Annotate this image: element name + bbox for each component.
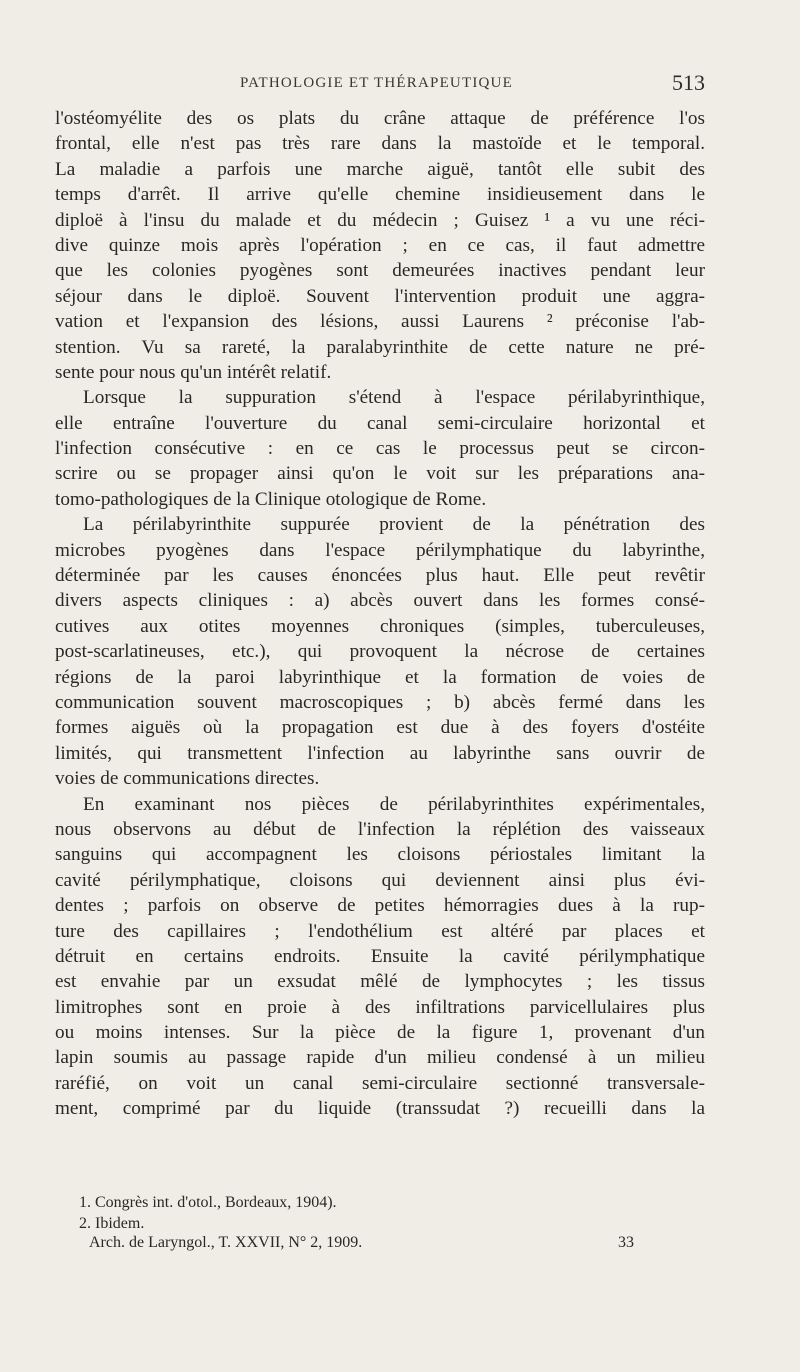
text-line: détruit en certains endroits. Ensuite la cavité périlymphatique [55, 945, 705, 967]
text-line: cutives aux otites moyennes chroniques (simples, tuberculeuses, [55, 615, 705, 637]
text-line: voies de communications directes. [55, 768, 320, 790]
footnote: 2. Ibidem. [79, 1215, 145, 1232]
text-line: post-scarlatineuses, etc.), qui provoquent la nécrose de certaines [55, 641, 705, 663]
text-line: dentes ; parfois on observe de petites hémorragies dues à la rup- [55, 895, 705, 917]
text-line: tomo-pathologiques de la Clinique otologique de Rome. [55, 488, 487, 510]
text-line: l'infection consécutive : en ce cas le processus peut se circon- [55, 438, 705, 460]
text-line: ment, comprimé par du liquide (transsudat ?) recueilli dans la [55, 1098, 705, 1120]
text-line: que les colonies pyogènes sont demeurées inactives pendant leur [55, 260, 705, 282]
body-text [55, 106, 705, 1122]
text-line: La maladie a parfois une marche aiguë, tantôt elle subit des [55, 158, 705, 180]
text-line: temps d'arrêt. Il arrive qu'elle chemine insidieusement dans le [55, 184, 705, 206]
text-line: est envahie par un exsudat mêlé de lymphocytes ; les tissus [55, 971, 705, 993]
text-line: raréfié, on voit un canal semi-circulaire sectionné transversale- [55, 1072, 705, 1094]
text-line: cavité périlymphatique, cloisons qui deviennent ainsi plus évi- [55, 869, 705, 891]
text-line: divers aspects cliniques : a) abcès ouvert dans les formes consé- [55, 590, 705, 612]
text-line: communication souvent macroscopiques ; b) abcès fermé dans les [55, 691, 705, 713]
page-header [55, 70, 705, 100]
text-line: dive quinze mois après l'opération ; en ce cas, il faut admettre [55, 234, 705, 256]
page-number: 513 [672, 70, 705, 95]
text-line: formes aiguës où la propagation est due à des foyers d'ostéite [55, 717, 705, 739]
text-line: limités, qui transmettent l'infection au labyrinthe sans ouvrir de [55, 742, 705, 764]
text-line: sanguins qui accompagnent les cloisons périostales limitant la [55, 844, 705, 866]
text-line: frontal, elle n'est pas très rare dans la mastoïde et le temporal. [55, 133, 705, 155]
text-line: diploë à l'insu du malade et du médecin ; Guisez ¹ a vu une réci- [55, 209, 705, 231]
footnotes [55, 1192, 705, 1234]
text-line: La périlabyrinthite suppurée provient de la pénétration des [83, 514, 705, 536]
text-line: régions de la paroi labyrinthique et la formation de voies de [55, 666, 705, 688]
text-line: déterminée par les causes énoncées plus haut. Elle peut revêtir [55, 565, 705, 587]
text-line: lapin soumis au passage rapide d'un milieu condensé à un milieu [55, 1047, 705, 1069]
text-line: sente pour nous qu'un intérêt relatif. [55, 361, 332, 383]
text-line: ture des capillaires ; l'endothélium est altéré par places et [55, 920, 705, 942]
text-line: l'ostéomyélite des os plats du crâne attaque de préférence l'os [55, 108, 705, 129]
text-line: stention. Vu sa rareté, la paralabyrinthite de cette nature ne pré- [55, 336, 705, 358]
sheet-number: 33 [618, 1234, 634, 1251]
text-line: Lorsque la suppuration s'étend à l'espace périlabyrinthique, [83, 387, 705, 409]
footnote: 1. Congrès int. d'otol., Bordeaux, 1904). [79, 1194, 337, 1211]
signature-line [55, 1234, 705, 1256]
journal-citation: Arch. de Laryngol., T. XXVII, N° 2, 1909. [89, 1234, 363, 1251]
text-line: limitrophes sont en proie à des infiltrations parvicellulaires plus [55, 996, 705, 1018]
text-line: vation et l'expansion des lésions, aussi Laurens ² préconise l'ab- [55, 311, 705, 333]
text-line: séjour dans le diploë. Souvent l'intervention produit une aggra- [55, 285, 705, 307]
text-line: scrire ou se propager ainsi qu'on le voit sur les préparations ana- [55, 463, 705, 485]
text-line: En examinant nos pièces de périlabyrinthites expérimentales, [83, 793, 705, 815]
text-line: ou moins intenses. Sur la pièce de la figure 1, provenant d'un [55, 1022, 705, 1044]
text-line: microbes pyogènes dans l'espace périlymphatique du labyrinthe, [55, 539, 705, 561]
running-head: PATHOLOGIE ET THÉRAPEUTIQUE [240, 75, 513, 91]
text-line: nous observons au début de l'infection la réplétion des vaisseaux [55, 818, 705, 840]
text-line: elle entraîne l'ouverture du canal semi-circulaire horizontal et [55, 412, 705, 434]
